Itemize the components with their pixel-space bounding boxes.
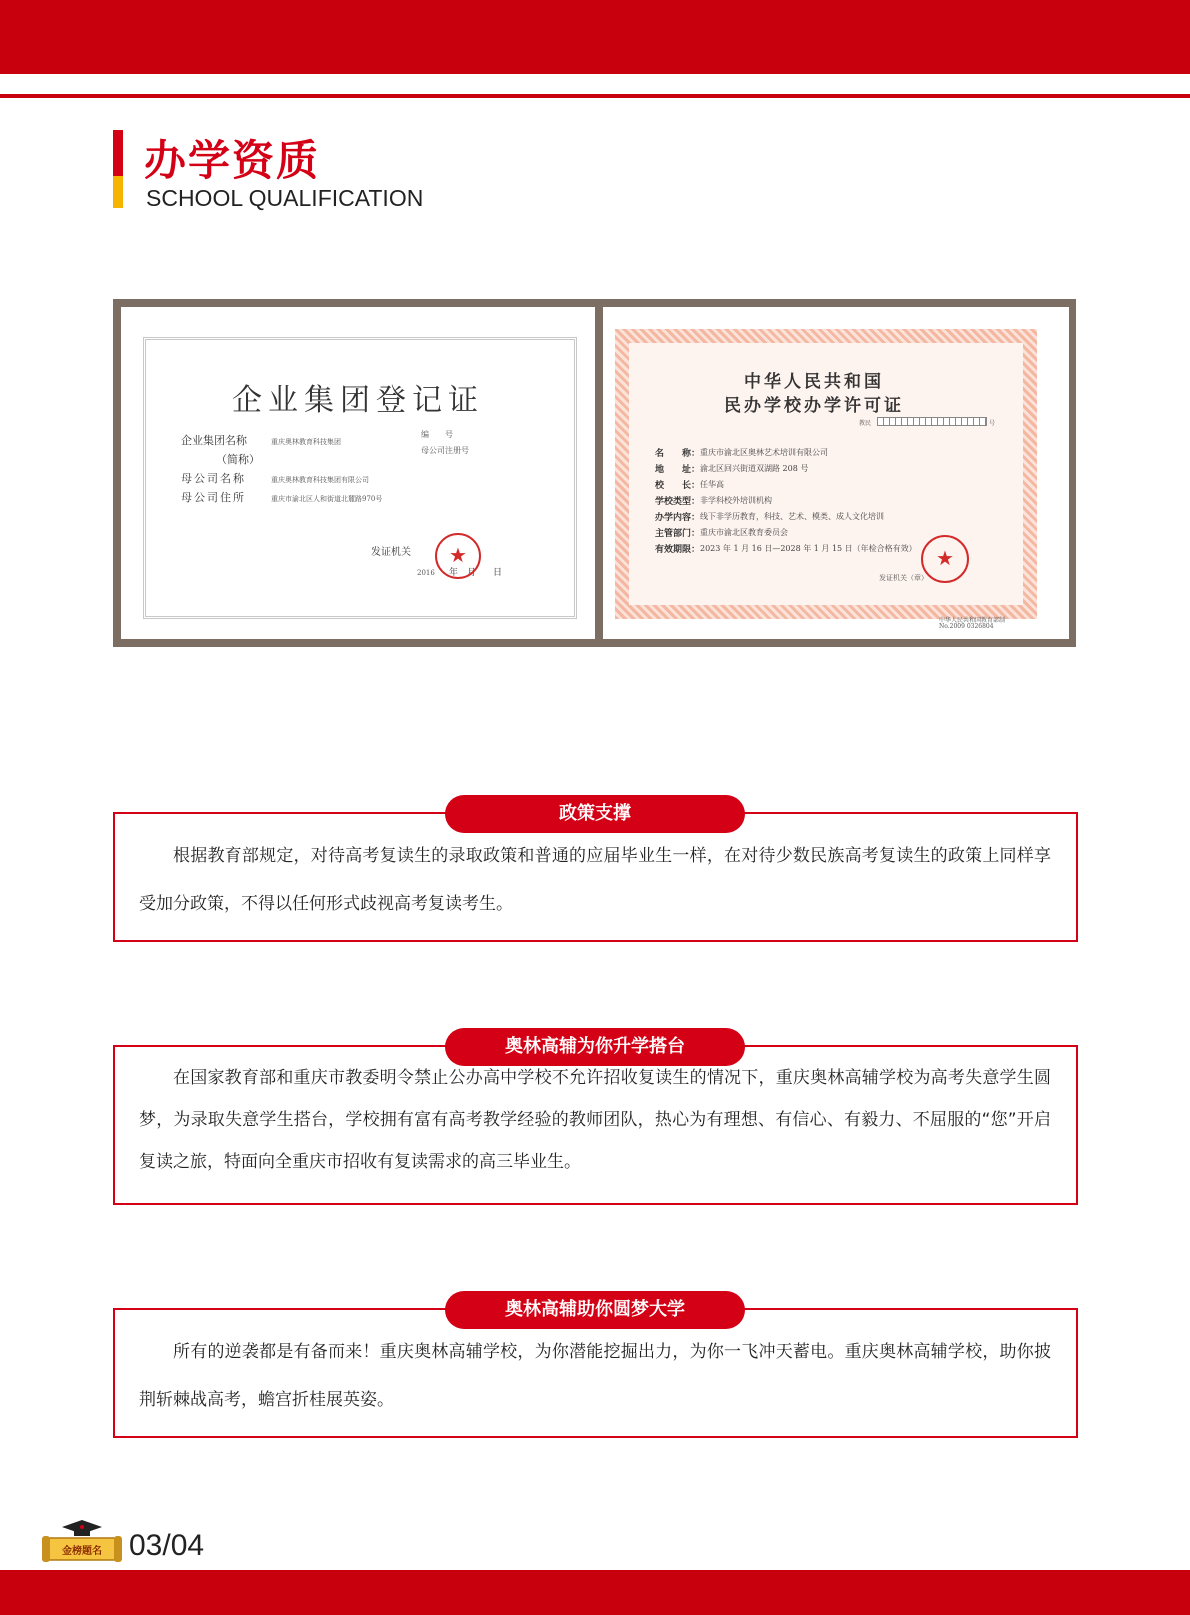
title-accent-red bbox=[113, 130, 123, 176]
section-heading: 奥林高辅助你圆梦大学 bbox=[445, 1291, 745, 1329]
page-subtitle: SCHOOL QUALIFICATION bbox=[146, 185, 424, 211]
issue-month-label: 年 月 bbox=[449, 568, 477, 578]
group-name-label: 企业集团名称 bbox=[181, 434, 247, 447]
enterprise-group-certificate bbox=[121, 307, 595, 639]
issue-year: 2016 bbox=[417, 569, 435, 577]
logo-text: 金榜题名 bbox=[62, 1546, 102, 1557]
field-label: 地 址： bbox=[655, 465, 701, 475]
top-divider bbox=[0, 94, 1190, 98]
license-title-line1: 中华人民共和国 bbox=[744, 372, 884, 392]
field-label: 有效期限： bbox=[655, 545, 701, 555]
section-heading: 政策支撑 bbox=[445, 795, 745, 833]
field-label: 校 长： bbox=[655, 481, 701, 491]
field-value: 2023 年 1 月 16 日—2028 年 1 月 15 日（年检合格有效） bbox=[700, 544, 917, 553]
section-body: 所有的逆袭都是有备而来！重庆奥林高辅学校，为你潜能挖掘出力，为你一飞冲天蓄电。重庆奥林高辅学校，助你披荆斩棘战高考，蟾宫折桂展英姿。 bbox=[139, 1342, 1051, 1410]
certificate-title: 企业集团登记证 bbox=[232, 383, 484, 418]
short-name-label: （简称） bbox=[216, 453, 260, 466]
parent-name-label: 母公司名称 bbox=[181, 472, 246, 485]
graduation-scroll-logo bbox=[40, 1518, 124, 1566]
enrollment-platform-section bbox=[113, 1045, 1078, 1205]
license-number-label: 教民 bbox=[859, 420, 872, 427]
section-heading: 奥林高辅为你升学搭台 bbox=[445, 1028, 745, 1066]
parent-address-label: 母公司住所 bbox=[181, 491, 246, 504]
field-value: 渝北区回兴街道双湖路 208 号 bbox=[700, 464, 809, 473]
page-title: 办学资质 bbox=[144, 136, 321, 185]
section-body: 根据教育部规定，对待高考复读生的录取政策和普通的应届毕业生一样，在对待少数民族高考复读生的政策上同样享受加分政策，不得以任何形式歧视高考复读考生。 bbox=[139, 846, 1051, 914]
license-issuer: 发证机关（章） bbox=[879, 574, 928, 582]
parent-address-value: 重庆市渝北区人和街道北麓路970号 bbox=[271, 495, 383, 503]
section-body: 在国家教育部和重庆市教委明令禁止公办高中学校不允许招收复读生的情况下，重庆奥林高辅学校为高考失意学生圆梦，为录取失意学生搭台，学校拥有富有高考教学经验的教师团队，热心为有理想、有信心、有毅力、不屈服的“您”开启复读之旅，特面向全重庆市招收有复读需求的高三毕业生。 bbox=[139, 1068, 1051, 1172]
license-footer-serial: No.2009 0326804 bbox=[939, 623, 994, 630]
license-number-suffix: 号 bbox=[989, 420, 996, 427]
issuer-label: 发证机关 bbox=[371, 547, 411, 558]
field-value: 重庆市渝北区奥林艺术培训有限公司 bbox=[700, 448, 828, 457]
license-footer-maker: 中华人民共和国教育部制 bbox=[939, 617, 1006, 624]
issue-day-label: 日 bbox=[493, 568, 503, 578]
field-label: 办学内容： bbox=[655, 513, 701, 523]
registration-label: 母公司注册号 bbox=[421, 446, 469, 455]
title-accent-yellow bbox=[113, 176, 123, 208]
certificate-frame bbox=[113, 299, 1076, 647]
field-label: 学校类型： bbox=[655, 497, 701, 507]
field-value: 任华高 bbox=[700, 480, 724, 489]
page-number: 03/04 bbox=[129, 1529, 205, 1562]
field-label: 名 称： bbox=[655, 449, 701, 459]
group-name-value: 重庆奥林教育科技集团 bbox=[271, 438, 341, 446]
license-title-line2: 民办学校办学许可证 bbox=[724, 396, 904, 416]
field-value: 重庆市渝北区教育委员会 bbox=[700, 528, 788, 537]
field-label: 主管部门： bbox=[655, 529, 701, 539]
number-label: 编 号 bbox=[421, 430, 453, 439]
license-seal: ★ bbox=[921, 535, 969, 583]
parent-name-value: 重庆奥林教育科技集团有限公司 bbox=[271, 476, 369, 484]
school-license-certificate bbox=[603, 307, 1069, 639]
official-seal: ★ bbox=[435, 533, 481, 579]
top-band bbox=[0, 0, 1190, 74]
license-number-boxes bbox=[877, 417, 987, 426]
field-value: 线下非学历教育，科技、艺术、模类、成人文化培训 bbox=[700, 512, 884, 521]
footer-band bbox=[0, 1570, 1190, 1615]
field-value: 非学科校外培训机构 bbox=[700, 496, 772, 505]
